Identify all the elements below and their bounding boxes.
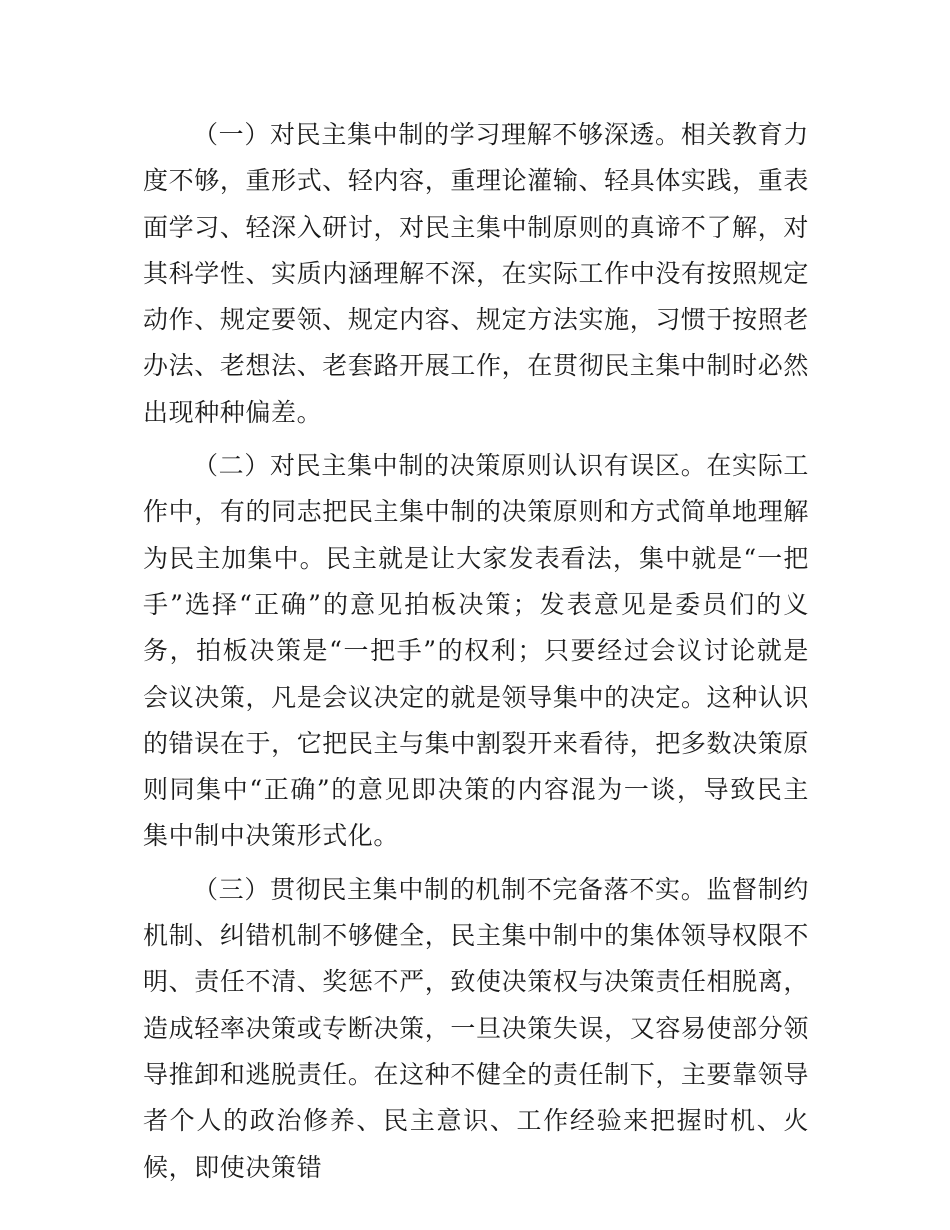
document-page [143,112,809,1198]
paragraph-2: （二）对民主集中制的决策原则认识有误区。在实际工作中，有的同志把民主集中制的决策原则和方式简单地理解为民主加集中。民主就是让大家发表看法，集中就是“一把手”选择“正确”的意见拍板决策；发表意见是委员们的义务，拍板决策是“一把手”的权利；只要经过会议讨论就是会议决策，凡是会议决定的就是领导集中的决定。这种认识的错误在于，它把民主与集中割裂开来看待，把多数决策原则同集中“正确”的意见即决策的内容混为一谈，导致民主集中制中决策形式化。 [143,451,809,851]
paragraph-3: （三）贯彻民主集中制的机制不完备落不实。监督制约机制、纠错机制不够健全，民主集中制中的集体领导权限不明、责任不清、奖惩不严，致使决策权与决策责任相脱离，造成轻率决策或专断决策，一旦决策失误，又容易使部分领导推卸和逃脱责任。在这种不健全的责任制下，主要靠领导者个人的政治修养、民主意识、工作经验来把握时机、火候，即使决策错 [143,874,809,1182]
paragraph-1: （一）对民主集中制的学习理解不够深透。相关教育力度不够，重形式、轻内容，重理论灌输、轻具体实践，重表面学习、轻深入研讨，对民主集中制原则的真谛不了解，对其科学性、实质内涵理解不深，在实际工作中没有按照规定动作、规定要领、规定内容、规定方法实施，习惯于按照老办法、老想法、老套路开展工作，在贯彻民主集中制时必然出现种种偏差。 [143,120,809,427]
